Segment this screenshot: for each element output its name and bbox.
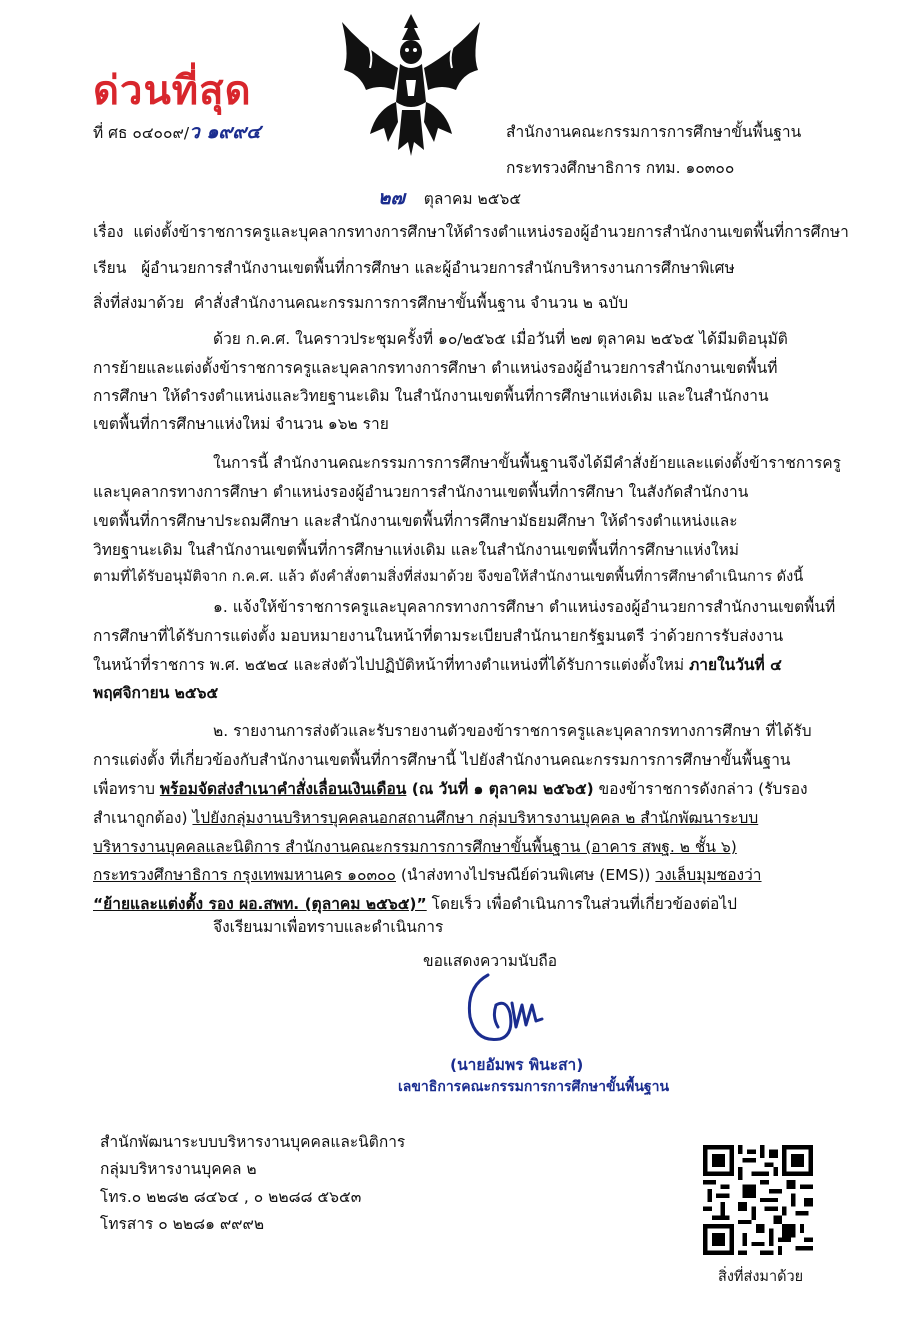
emphasis-segment: (ณ วันที่ ๑ ตุลาคม ๒๕๖๕): [406, 780, 594, 798]
envelope-label: “ย้ายและแต่งตั้ง รอง ผอ.สพท. (ตุลาคม ๒๕๖๕)”: [93, 895, 427, 913]
paragraph-3-line: [93, 652, 782, 677]
agency-name: สำนักงานคณะกรรมการการศึกษาขั้นพื้นฐาน: [506, 123, 802, 141]
reference-handwritten: ว ๑๙๙๔: [189, 121, 261, 143]
date-month-year: ตุลาคม ๒๕๖๕: [423, 190, 522, 208]
document-date: [378, 188, 521, 209]
text-segment: ของข้าราชการดังกล่าว (รับรอง: [593, 780, 808, 798]
paragraph-1-line: ด้วย ก.ค.ศ. ในคราวประชุมครั้งที่ ๑๐/๒๕๖๕ เมื่อวันที่ ๒๗ ตุลาคม ๒๕๖๕ ได้มีมติอนุมัติ: [213, 330, 788, 348]
footer-office: สำนักพัฒนาระบบบริหารงานบุคคลและนิติการ: [100, 1133, 406, 1151]
paragraph-3-line: ๑. แจ้งให้ข้าราชการครูและบุคลากรทางการศึกษา ตำแหน่งรองผู้อำนวยการสำนักงานเขตพื้นที่: [213, 598, 836, 616]
paragraph-4-line: [93, 862, 762, 887]
agency-address: กระทรวงศึกษาธิการ กทม. ๑๐๓๐๐: [506, 159, 735, 177]
signatory-title: เลขาธิการคณะกรรมการการศึกษาขั้นพื้นฐาน: [398, 1079, 670, 1095]
underlined-segment: วงเล็บมุมซองว่า: [655, 866, 762, 884]
paragraph-2-line: เขตพื้นที่การศึกษาประถมศึกษา และสำนักงานเขตพื้นที่การศึกษามัธยมศึกษา ให้ดำรงตำแหน่งและ: [93, 512, 738, 530]
reference-number: [93, 122, 261, 143]
recipient-line: [93, 258, 735, 278]
text-segment: (นำส่งทางไปรษณีย์ด่วนพิเศษ (EMS)): [395, 866, 656, 884]
enclosure-label: สิ่งที่ส่งมาด้วย: [93, 294, 185, 312]
signatory-name: (นายอัมพร พินะสา): [450, 1056, 584, 1074]
footer-fax: โทรสาร ๐ ๒๒๘๑ ๙๙๙๒: [100, 1215, 265, 1233]
paragraph-1-line: การศึกษา ให้ดำรงตำแหน่งและวิทยฐานะเดิม ในสำนักงานเขตพื้นที่การศึกษาแห่งเดิม และในสำนักงาน: [93, 387, 769, 405]
underlined-segment: ไปยังกลุ่มงานบริหารบุคคลนอกสถานศึกษา กลุ่มบริหารงานบุคคล ๒ สำนักพัฒนาระบบ: [192, 809, 759, 827]
text-segment: โดยเร็ว เพื่อดำเนินการในส่วนที่เกี่ยวข้องต่อไป: [426, 895, 737, 913]
paragraph-1-line: เขตพื้นที่การศึกษาแห่งใหม่ จำนวน ๑๖๒ ราย: [93, 415, 389, 433]
subject-label: เรื่อง: [93, 223, 124, 241]
paragraph-4-line: บริหารงานบุคคลและนิติการ สำนักงานคณะกรรมการการศึกษาขั้นพื้นฐาน (อาคาร สพฐ. ๒ ชั้น ๖): [93, 838, 737, 856]
signature-icon: [458, 965, 578, 1055]
reference-label: ที่ ศธ ๐๔๐๐๙/: [93, 124, 190, 142]
paragraph-4-line: [93, 805, 758, 830]
paragraph-2-line: วิทยฐานะเดิม ในสำนักงานเขตพื้นที่การศึกษาแห่งเดิม และในสำนักงานเขตพื้นที่การศึกษาแห่งใหม่: [93, 541, 740, 559]
garuda-emblem-icon: [336, 10, 486, 158]
paragraph-4-line: การแต่งตั้ง ที่เกี่ยวข้องกับสำนักงานเขตพื้นที่การศึกษานี้ ไปยังสำนักงานคณะกรรมการการศึกษาขั้นพื้นฐาน: [93, 751, 791, 769]
regards-line: ขอแสดงความนับถือ: [423, 952, 558, 970]
paragraph-3-line: การศึกษาที่ได้รับการแต่งตั้ง มอบหมายงานในหน้าที่ตามระเบียบสำนักนายกรัฐมนตรี ว่าด้วยการรับส่งงาน: [93, 627, 784, 645]
underlined-segment: กระทรวงศึกษาธิการ กรุงเทพมหานคร ๑๐๓๐๐: [93, 866, 396, 884]
text-segment: สำเนาถูกต้อง): [93, 809, 193, 827]
enclosure-line: [93, 293, 628, 313]
recipient-text: ผู้อำนวยการสำนักงานเขตพื้นที่การศึกษา และผู้อำนวยการสำนักบริหารงานการศึกษาพิเศษ: [141, 259, 735, 277]
urgency-stamp: ด่วนที่สุด: [93, 68, 252, 114]
paragraph-1-line: การย้ายและแต่งตั้งข้าราชการครูและบุคลากรทางการศึกษา ตำแหน่งรองผู้อำนวยการสำนักงานเขตพื้นที่: [93, 359, 778, 377]
footer-phone: โทร.๐ ๒๒๘๒ ๘๔๖๔ , ๐ ๒๒๘๘ ๕๖๕๓: [100, 1188, 362, 1206]
closing-line: จึงเรียนมาเพื่อทราบและดำเนินการ: [213, 918, 444, 936]
date-day-handwritten: ๒๗: [378, 187, 405, 209]
subject-line: [93, 222, 849, 242]
text-segment: เพื่อทราบ: [93, 780, 160, 798]
deadline-month: พฤศจิกายน ๒๕๖๕: [93, 684, 219, 702]
footer-group: กลุ่มบริหารงานบุคคล ๒: [100, 1160, 257, 1178]
qr-caption: สิ่งที่ส่งมาด้วย: [718, 1269, 804, 1285]
paragraph-4-line: ๒. รายงานการส่งตัวและรับรายงานตัวของข้าราชการครูและบุคลากรทางการศึกษา ที่ได้รับ: [213, 722, 812, 740]
deadline-text: ภายในวันที่ ๔: [689, 656, 782, 674]
paragraph-2-line: ตามที่ได้รับอนุมัติจาก ก.ค.ศ. แล้ว ดังคำสั่งตามสิ่งที่ส่งมาด้วย จึงขอให้สำนักงานเขตพื้นที่การศึกษาดำเนินการ ดังนี้: [93, 568, 804, 585]
paragraph-4-line: [93, 891, 737, 916]
paragraph-3-text: ในหน้าที่ราชการ พ.ศ. ๒๕๒๔ และส่งตัวไปปฏิบัติหน้าที่ทางตำแหน่งที่ได้รับการแต่งตั้งใหม่: [93, 656, 690, 674]
paragraph-4-line: [93, 776, 808, 801]
enclosure-text: คำสั่งสำนักงานคณะกรรมการการศึกษาขั้นพื้นฐาน จำนวน ๒ ฉบับ: [193, 294, 629, 312]
recipient-label: เรียน: [93, 259, 127, 277]
paragraph-2-line: ในการนี้ สำนักงานคณะกรรมการการศึกษาขั้นพื้นฐานจึงได้มีคำสั่งย้ายและแต่งตั้งข้าราชการครู: [213, 454, 841, 472]
subject-text: แต่งตั้งข้าราชการครูและบุคลากรทางการศึกษาให้ดำรงตำแหน่งรองผู้อำนวยการสำนักงานเขตพื้นที่การศึกษา: [133, 223, 849, 241]
emphasis-segment: พร้อมจัดส่งสำเนาคำสั่งเลื่อนเงินเดือน: [159, 780, 407, 798]
qr-code-icon[interactable]: [703, 1145, 813, 1255]
paragraph-2-line: และบุคลากรทางการศึกษา ตำแหน่งรองผู้อำนวยการสำนักงานเขตพื้นที่การศึกษา ในสังกัดสำนักงาน: [93, 483, 749, 501]
